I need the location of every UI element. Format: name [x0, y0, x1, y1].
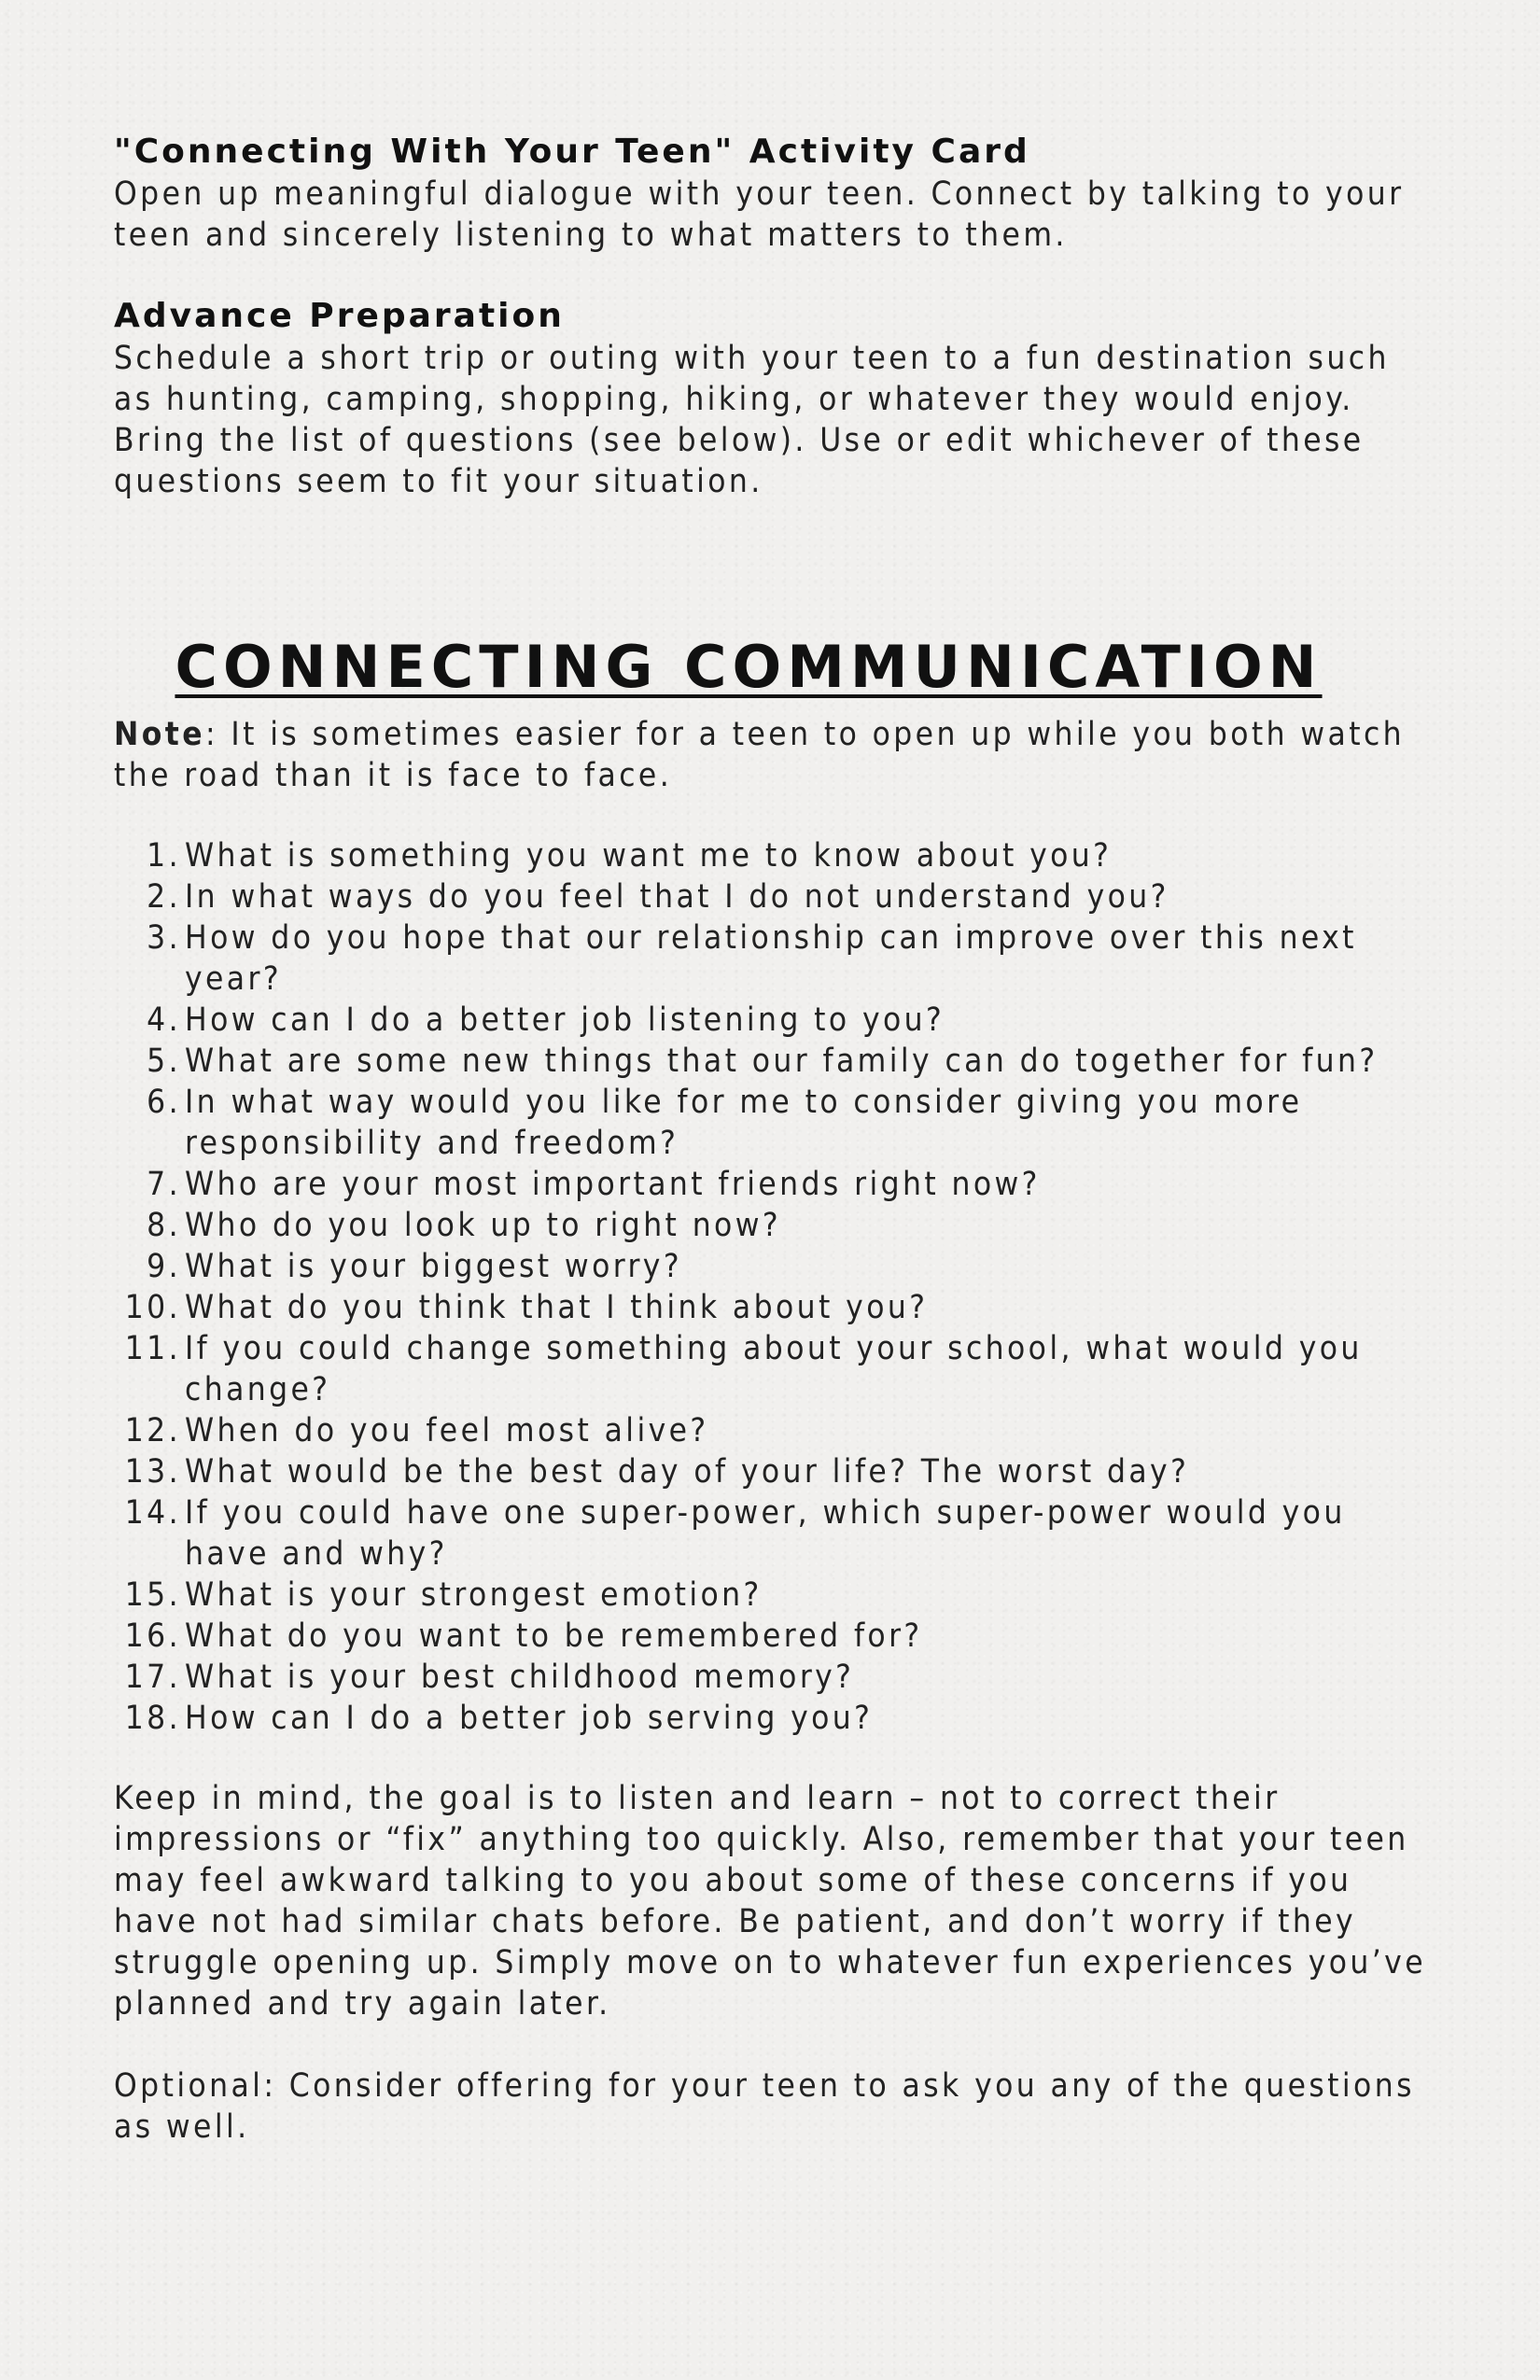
- question-number: 15.: [124, 1576, 181, 1614]
- question-item: [114, 1698, 1439, 1739]
- note-text: : It is sometimes easier for a teen to open up while you both watch the road than it is face to face.: [114, 716, 1406, 794]
- question-text: What is your biggest worry?: [185, 1248, 682, 1285]
- preparation-text: Schedule a short trip or outing with your teen to a fun destination such as hunting, camping, shopping, hiking, or whatever they would enjoy. Bring the list of questions (see below). Use or edit whichever of these questions seem to fit your situation.: [114, 340, 1390, 500]
- question-number: 13.: [124, 1453, 181, 1491]
- question-text: What are some new things that our family can do together for fun?: [185, 1043, 1379, 1080]
- card-title: "Connecting With Your Teen" Activity Card: [114, 133, 1030, 171]
- question-text: How do you hope that our relationship can improve over this next year?: [185, 919, 1357, 998]
- question-text: How can I do a better job serving you?: [185, 1700, 874, 1737]
- question-item: [114, 917, 1439, 1000]
- question-text: What would be the best day of your life? The worst day?: [185, 1453, 1190, 1491]
- question-number: 4.: [147, 1001, 181, 1039]
- question-number: 1.: [147, 837, 181, 875]
- question-item: [114, 1082, 1439, 1164]
- question-text: In what way would you like for me to consider giving you more responsibility and freedom?: [185, 1084, 1303, 1162]
- question-number: 14.: [124, 1494, 181, 1532]
- question-text: If you could have one super-power, which super-power would you have and why?: [185, 1494, 1346, 1573]
- question-number: 11.: [124, 1330, 181, 1367]
- question-list: [114, 835, 1439, 1739]
- preparation-title: Advance Preparation: [114, 297, 565, 335]
- question-item: [114, 1205, 1439, 1246]
- optional-paragraph: Optional: Consider offering for your teen to ask you any of the questions as well.: [114, 2067, 1415, 2146]
- question-item: [114, 1328, 1439, 1410]
- question-text: When do you feel most alive?: [185, 1412, 709, 1449]
- activity-card: [114, 131, 1439, 2148]
- question-item: [114, 876, 1439, 917]
- question-item: [114, 1451, 1439, 1492]
- question-number: 7.: [147, 1166, 181, 1203]
- question-text: What is your best childhood memory?: [185, 1659, 855, 1696]
- question-item: [114, 1164, 1439, 1205]
- question-number: 17.: [124, 1659, 181, 1696]
- question-number: 2.: [147, 878, 181, 916]
- question-number: 5.: [147, 1043, 181, 1080]
- question-number: 6.: [147, 1084, 181, 1121]
- question-item: [114, 1041, 1439, 1082]
- note-paragraph: [114, 714, 1439, 796]
- question-text: How can I do a better job listening to you?: [185, 1001, 945, 1039]
- question-text: What is something you want me to know about you?: [185, 837, 1113, 875]
- question-item: [114, 835, 1439, 876]
- question-text: In what ways do you feel that I do not understand you?: [185, 878, 1169, 916]
- question-item: [114, 1616, 1439, 1657]
- question-number: 12.: [124, 1412, 181, 1449]
- question-text: Who do you look up to right now?: [185, 1207, 781, 1244]
- question-text: Who are your most important friends right now?: [185, 1166, 1041, 1203]
- question-text: If you could change something about your school, what would you change?: [185, 1330, 1363, 1408]
- question-number: 9.: [147, 1248, 181, 1285]
- closing-paragraph: Keep in mind, the goal is to listen and learn – not to correct their impressions or “fix” anything too quickly. Also, remember that your teen may feel awkward talking to you about some of these concerns if you have not had similar chats before. Be patient, and don’t worry if they struggle opening up. Simply move on to whatever fun experiences you’ve planned and try again later.: [114, 1780, 1426, 2023]
- question-text: What do you want to be remembered for?: [185, 1617, 923, 1655]
- question-item: [114, 1575, 1439, 1616]
- question-text: What is your strongest emotion?: [185, 1576, 763, 1614]
- question-item: [114, 1410, 1439, 1451]
- question-text: What do you think that I think about you?: [185, 1289, 929, 1326]
- question-number: 10.: [124, 1289, 181, 1326]
- question-number: 18.: [124, 1700, 181, 1737]
- note-label: Note: [114, 716, 206, 753]
- preparation-section: [114, 295, 1439, 502]
- question-item: [114, 1657, 1439, 1698]
- intro-text: Open up meaningful dialogue with your teen. Connect by talking to your teen and sincerely listening to what matters to them.: [114, 175, 1405, 254]
- main-heading: CONNECTING COMMUNICATION: [175, 633, 1323, 701]
- question-number: 3.: [147, 919, 181, 957]
- question-item: [114, 1246, 1439, 1287]
- question-item: [114, 1492, 1439, 1575]
- question-item: [114, 1000, 1439, 1041]
- question-number: 8.: [147, 1207, 181, 1244]
- question-number: 16.: [124, 1617, 181, 1655]
- intro-section: [114, 131, 1439, 256]
- question-item: [114, 1287, 1439, 1328]
